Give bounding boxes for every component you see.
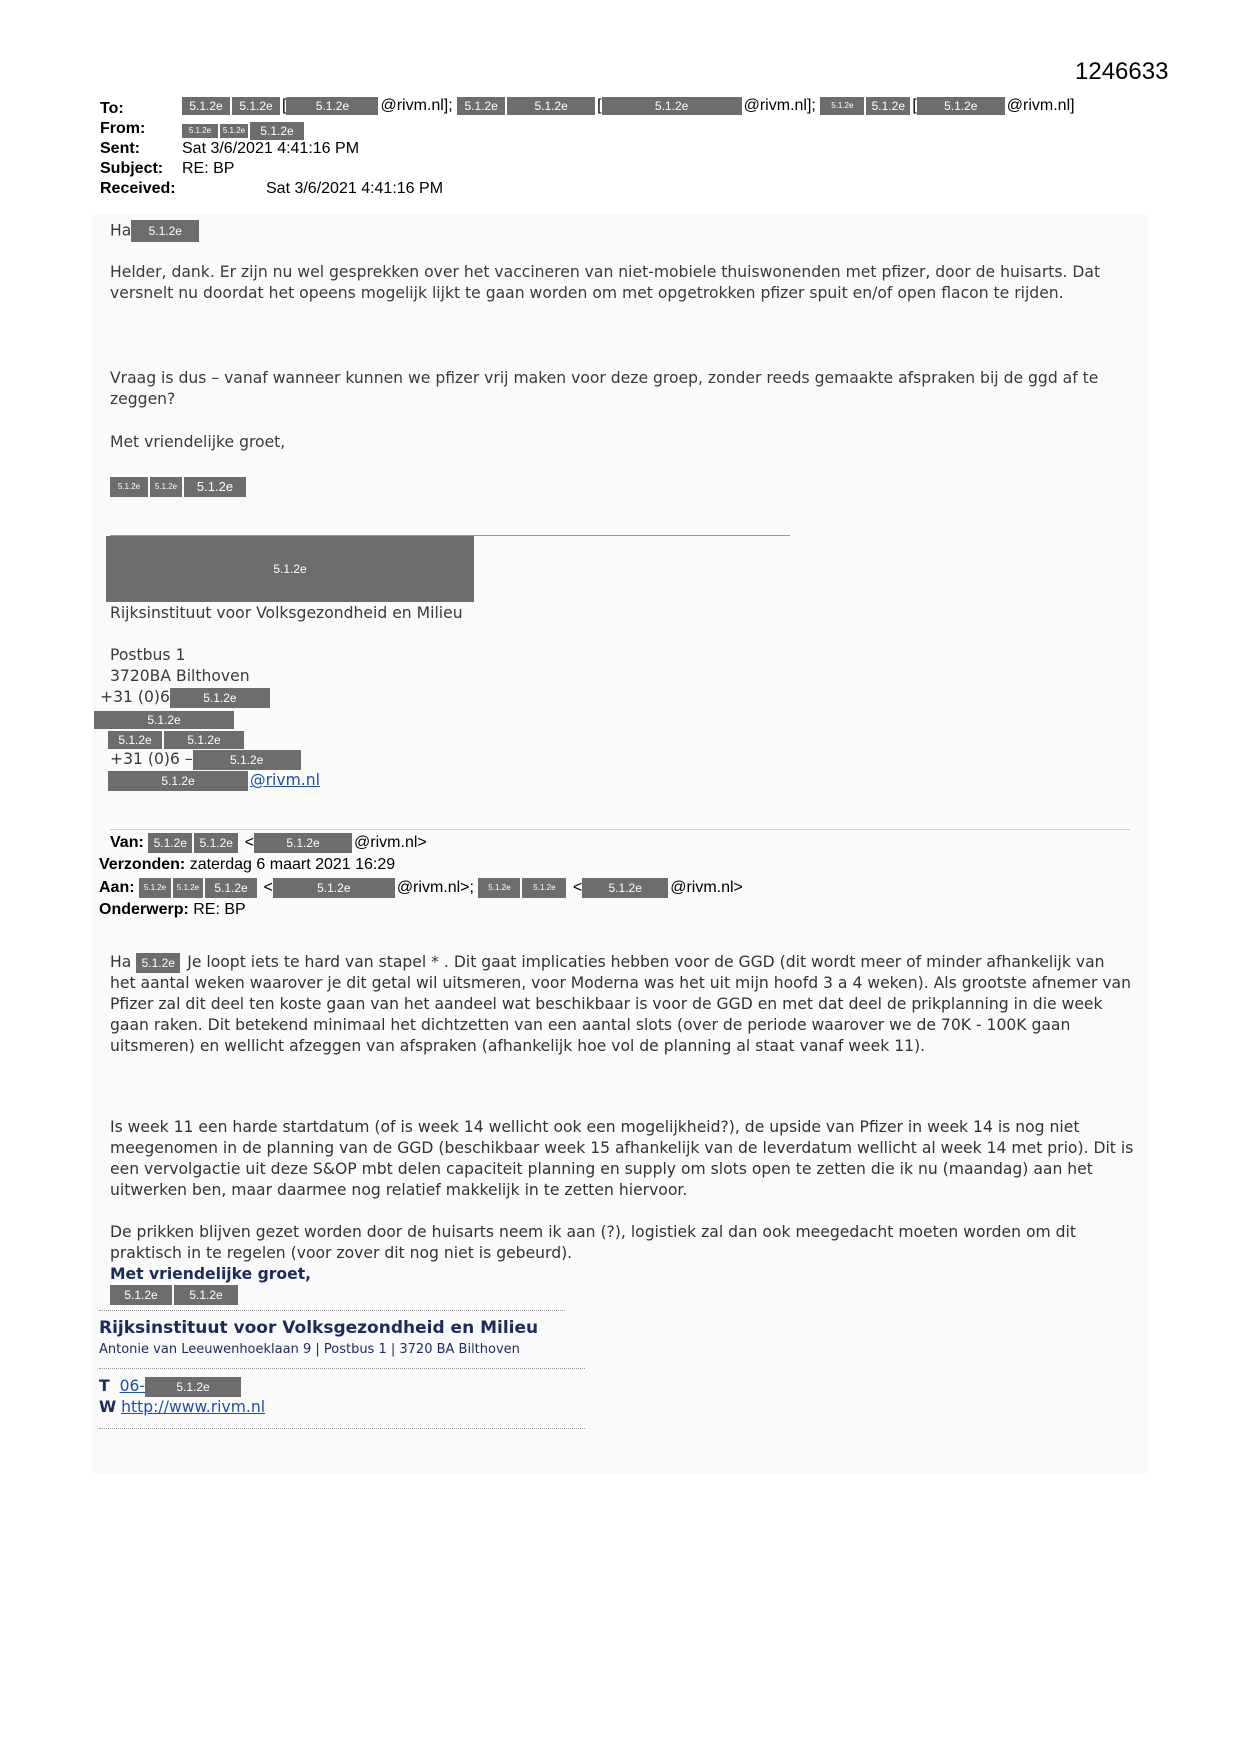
- signature-divider: [99, 1310, 565, 1311]
- redaction: 5.1.2e: [254, 833, 352, 853]
- redaction: 5.1.2e: [148, 833, 192, 853]
- redaction: 5.1.2e: [136, 953, 180, 973]
- redaction: 5.1.2e: [139, 878, 171, 898]
- redaction: 5.1.2e: [457, 97, 505, 115]
- reply-greeting: Ha 5.1.2e: [110, 220, 201, 242]
- redaction: 5.1.2e: [110, 1285, 172, 1305]
- redaction: 5.1.2e: [917, 97, 1005, 115]
- email-domain: @rivm.nl]: [1006, 97, 1075, 115]
- redaction: 5.1.2e: [145, 1377, 241, 1397]
- reply-org: Rijksinstituut voor Volksgezondheid en Milieu: [110, 604, 463, 622]
- redaction: 5.1.2e: [866, 97, 910, 115]
- redaction: 5.1.2e: [522, 878, 566, 898]
- signature-divider: [99, 1368, 585, 1369]
- to-label: To:: [100, 100, 124, 117]
- redaction: 5.1.2e: [250, 122, 304, 140]
- original-closing: Met vriendelijke groet,: [110, 1265, 312, 1283]
- phone-link[interactable]: 06-: [119, 1377, 146, 1395]
- email-domain: @rivm.nl];: [380, 97, 453, 115]
- redaction-block: 5.1.2e: [106, 536, 474, 602]
- redaction: 5.1.2e: [164, 731, 244, 749]
- subject-value: RE: BP: [182, 160, 235, 177]
- redaction: 5.1.2e: [182, 97, 230, 115]
- received-value: Sat 3/6/2021 4:41:16 PM: [266, 180, 444, 197]
- reply-city: 3720BA Bilthoven: [110, 667, 250, 685]
- signature-phone: T 06- 5.1.2e: [99, 1376, 243, 1397]
- redaction: 5.1.2e: [94, 711, 234, 729]
- redaction: 5.1.2e: [820, 97, 864, 115]
- onderwerp-row: Onderwerp: RE: BP: [99, 901, 246, 918]
- redaction: 5.1.2e: [184, 477, 246, 497]
- received-label: Received:: [100, 180, 176, 197]
- document-number: 1246633: [1075, 58, 1169, 85]
- subject-label: Subject:: [100, 160, 164, 177]
- redaction: 5.1.2e: [108, 731, 162, 749]
- redaction: 5.1.2e: [174, 1285, 238, 1305]
- redaction: 5.1.2e: [286, 97, 378, 115]
- redaction: 5.1.2e: [150, 477, 182, 497]
- reply-paragraph-1: Helder, dank. Er zijn nu wel gesprekken over het vaccineren van niet-mobiele thuiswonenden met pfizer, door de huisarts. Dat versnelt nu doordat het opeens mogelijk lijkt te gaan worden om met opgetrokken pfizer spuit en/of open flacon te rijden.: [110, 263, 1101, 302]
- signature-divider: [99, 1428, 585, 1429]
- reply-postbus: Postbus 1: [110, 646, 186, 664]
- redaction: 5.1.2e: [194, 833, 238, 853]
- email-link[interactable]: @rivm.nl: [250, 771, 320, 789]
- signature-org: Rijksinstituut voor Volksgezondheid en Milieu: [99, 1318, 539, 1338]
- website-link[interactable]: http://www.rivm.nl: [121, 1398, 266, 1416]
- sent-value: Sat 3/6/2021 4:41:16 PM: [182, 140, 360, 157]
- reply-closing: Met vriendelijke groet,: [110, 433, 286, 451]
- redaction: 5.1.2e: [478, 878, 520, 898]
- original-paragraph-2: Is week 11 een harde startdatum (of is week 14 wellicht ook een mogelijkheid?), de upside van Pfizer in week 14 is nog niet meegenomen in de planning van de GGD (beschikbaar week 15 afhankelijk van de leverdatum wellicht al week 14 met prio). Dit is een vervolgactie uit deze S&OP mbt delen capaciteit planning en supply om slots open te zetten die ik nu (maandag) aan het uitwerken ben, maar daarmee nog relatief makkelijk in te zetten hiervoor.: [110, 1118, 1134, 1199]
- aan-row: Aan: 5.1.2e 5.1.2e 5.1.2e < 5.1.2e @rivm.nl>; 5.1.2e 5.1.2e < 5.1.2e @rivm.nl>: [99, 879, 743, 897]
- message-divider: [110, 829, 1130, 830]
- reply-signature-name: [110, 476, 248, 497]
- redaction: 5.1.2e: [205, 878, 257, 898]
- redaction: 5.1.2e: [170, 688, 270, 708]
- van-row: Van: 5.1.2e 5.1.2e < 5.1.2e @rivm.nl>: [110, 834, 427, 852]
- reply-redacted-line: [108, 729, 246, 749]
- reply-phone-2: +31 (0)6 – 5.1.2e: [110, 749, 303, 770]
- redaction: 5.1.2e: [507, 97, 595, 115]
- signature-address: Antonie van Leeuwenhoeklaan 9 | Postbus 1 | 3720 BA Bilthoven: [99, 1342, 520, 1357]
- redaction: 5.1.2e: [273, 878, 395, 898]
- reply-redacted-line: [94, 709, 236, 729]
- redaction: 5.1.2e: [173, 878, 203, 898]
- redaction: 5.1.2e: [182, 124, 218, 138]
- to-recipients: 5.1.2e 5.1.2e [ 5.1.2e @rivm.nl]; 5.1.2e 5.1.2e [ 5.1.2e @rivm.nl]; 5.1.2e 5.1.2e [ 5.1.2e @rivm.nl]: [182, 97, 1075, 115]
- redaction: 5.1.2e: [582, 878, 668, 898]
- redaction: 5.1.2e: [232, 97, 280, 115]
- original-signature-name: [110, 1284, 240, 1305]
- signature-website: W http://www.rivm.nl: [99, 1398, 266, 1416]
- reply-paragraph-2: Vraag is dus – vanaf wanneer kunnen we pfizer vrij maken voor deze groep, zonder reeds gemaakte afspraken bij de ggd af te zeggen?: [110, 369, 1099, 408]
- redaction: 5.1.2e: [220, 124, 248, 138]
- redaction: 5.1.2e: [193, 750, 301, 770]
- redaction: 5.1.2e: [131, 220, 199, 242]
- verzonden-row: Verzonden: zaterdag 6 maart 2021 16:29: [99, 856, 396, 873]
- email-domain: @rivm.nl];: [743, 97, 816, 115]
- sent-label: Sent:: [100, 140, 140, 157]
- reply-email: [108, 770, 320, 791]
- redaction: 5.1.2e: [108, 771, 248, 791]
- from-value: [182, 120, 306, 140]
- original-paragraph-3: De prikken blijven gezet worden door de huisarts neem ik aan (?), logistiek zal dan ook meegedacht moeten worden om dit praktisch in te regelen (voor zover dit nog niet is gebeurd).: [110, 1223, 1076, 1262]
- reply-phone-1: +31 (0)6 5.1.2e: [100, 687, 272, 708]
- original-paragraph-1: Ha 5.1.2e Je loopt iets te hard van stapel * . Dit gaat implicaties hebben voor de GGD (dit wordt meer of minder afhankelijk van het aantal weken waarover je dit getal wil uitsmeren, voor Moderna was het uit mijn hoofd 3 a 4 weken). Als grootste afnemer van Pfizer zal dit deel ten koste gaan van het aandeel wat beschikbaar is voor de GGD en met dat deel de prikplanning in die week gaan raken. Dit betekend minimaal het dichtzetten van een aantal slots (over de periode waarover we de 70K - 100K gaan uitsmeren) en wellicht afzeggen van afspraken (afhankelijk hoe vol de planning al staat vanaf week 11).: [110, 953, 1131, 1055]
- from-label: From:: [100, 120, 146, 137]
- redaction: 5.1.2e: [602, 97, 742, 115]
- redaction: 5.1.2e: [110, 477, 148, 497]
